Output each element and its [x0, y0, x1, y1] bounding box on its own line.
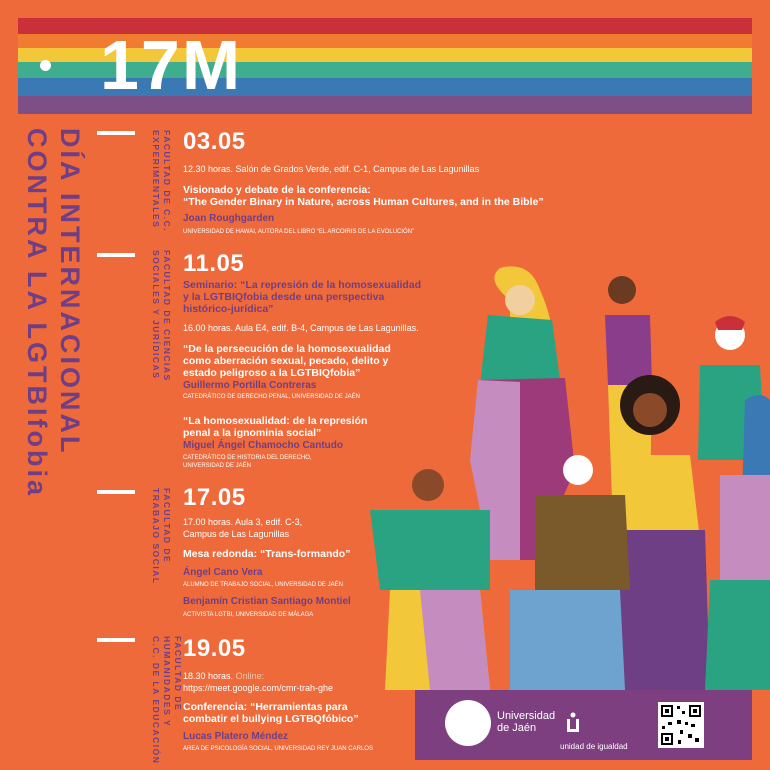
event-venue: 16.00 horas. Aula E4, edif. B-4, Campus de Las Lagunillas. [183, 323, 419, 333]
footer-logos [415, 690, 752, 760]
faculty-label: FACULTAD DE CIENCIAS SOCIALES Y JURÍDICAS [151, 250, 172, 382]
talk-title-line: “The Gender Binary in Nature, across Human Cultures, and in the Bible” [183, 196, 544, 208]
title-dot [40, 60, 51, 71]
speaker-role: UNIVERSIDAD DE HAWAI, AUTORA DEL LIBRO “EL ARCOIRIS DE LA EVOLUCIÓN” [183, 229, 415, 235]
talk-title-line: Visionado y debate de la conferencia: [183, 184, 371, 196]
section-marker [97, 490, 135, 494]
speaker-name: Joan Roughgarden [183, 213, 275, 224]
qr-code-icon[interactable] [658, 702, 704, 748]
university-name: Universidad de Jaén [497, 710, 556, 734]
poster-title: 17M [100, 26, 243, 104]
speaker-role: UNIVERSIDAD DE JAÉN [183, 463, 252, 469]
event-venue: Campus de Las Lagunillas [183, 529, 290, 539]
event-date: 17.05 [183, 484, 246, 511]
event-venue: 18.30 horas. Online: [183, 671, 265, 681]
speaker-name: Guillermo Portilla Contreras [183, 380, 317, 391]
speaker-name: Miguel Ángel Chamocho Cantudo [183, 440, 343, 451]
event-venue: 17.00 horas. Aula 3, edif. C-3, [183, 517, 303, 527]
speaker-role: AREA DE PSICOLOGÍA SOCIAL, UNIVERSIDAD REY JUAN CARLOS [183, 746, 373, 752]
equality-unit-label: unidad de igualdad [560, 742, 628, 751]
section-marker [97, 253, 135, 257]
seminar-title-line: Seminario: “La represión de la homosexualidad [183, 279, 422, 291]
equality-unit-icon [565, 712, 581, 734]
speaker-role: CATEDRÁTICO DE DERECHO PENAL, UNIVERSIDAD DE JAÉN [183, 394, 360, 400]
side-title [20, 128, 90, 558]
talk-title-line: Mesa redonda: “Trans-formando” [183, 548, 351, 560]
talk-title-line: Conferencia: “Herramientas para [183, 701, 348, 713]
section-marker [97, 131, 135, 135]
seminar-title-line: y la LGTBIQfobia desde una perspectiva [183, 291, 385, 303]
speaker-role: CATEDRÁTICO DE HISTORIA DEL DERECHO, [183, 455, 312, 461]
side-title-line2: CONTRA LA LGTBIfobia [22, 128, 52, 498]
section-marker [97, 638, 135, 642]
side-title-line1: DÍA INTERNACIONAL [55, 128, 85, 456]
speaker-role: ALUMNO DE TRABAJO SOCIAL, UNIVERSIDAD DE JAÉN [183, 582, 343, 588]
speaker-name: Lucas Platero Méndez [183, 731, 289, 742]
event-date: 11.05 [183, 250, 245, 277]
talk-title-line: “De la persecución de la homosexualidad [183, 343, 391, 355]
speaker-role: ACTIVISTA LGTBI, UNIVERSIDAD DE MÁLAGA [183, 612, 314, 618]
talk-title-line: penal a la ignominia social” [183, 427, 322, 439]
university-crest-icon [445, 700, 491, 746]
talk-title-line: como aberración sexual, pecado, delito y [183, 355, 389, 367]
faculty-label: FACULTAD DE TRABAJO SOCIAL [151, 488, 172, 585]
diverse-people-illustration [360, 260, 770, 690]
meeting-link[interactable]: https://meet.google.com/cmr-trah-ghe [183, 683, 334, 693]
event-venue: 12.30 horas. Salón de Grados Verde, edif. C-1, Campus de Las Lagunillas [183, 164, 480, 174]
talk-title-line: combatir el bullying LGTBQfóbico” [183, 713, 359, 725]
faculty-label: FACULTAD DE HUMANIDADES Y C.C. DE LA EDUCACIÓN [151, 636, 183, 765]
talk-title-line: estado peligroso a la LGTBIQfobia” [183, 367, 361, 379]
event-date: 19.05 [183, 635, 246, 662]
talk-title-line: “La homosexualidad: de la represión [183, 415, 368, 427]
speaker-name: Ángel Cano Vera [183, 567, 263, 578]
faculty-label: FACULTAD DE C.C. EXPERIMENTALES [151, 130, 172, 233]
event-date: 03.05 [183, 128, 246, 155]
speaker-name: Benjamín Cristian Santiago Montiel [183, 596, 351, 607]
seminar-title-line: histórico-jurídica” [183, 303, 274, 315]
